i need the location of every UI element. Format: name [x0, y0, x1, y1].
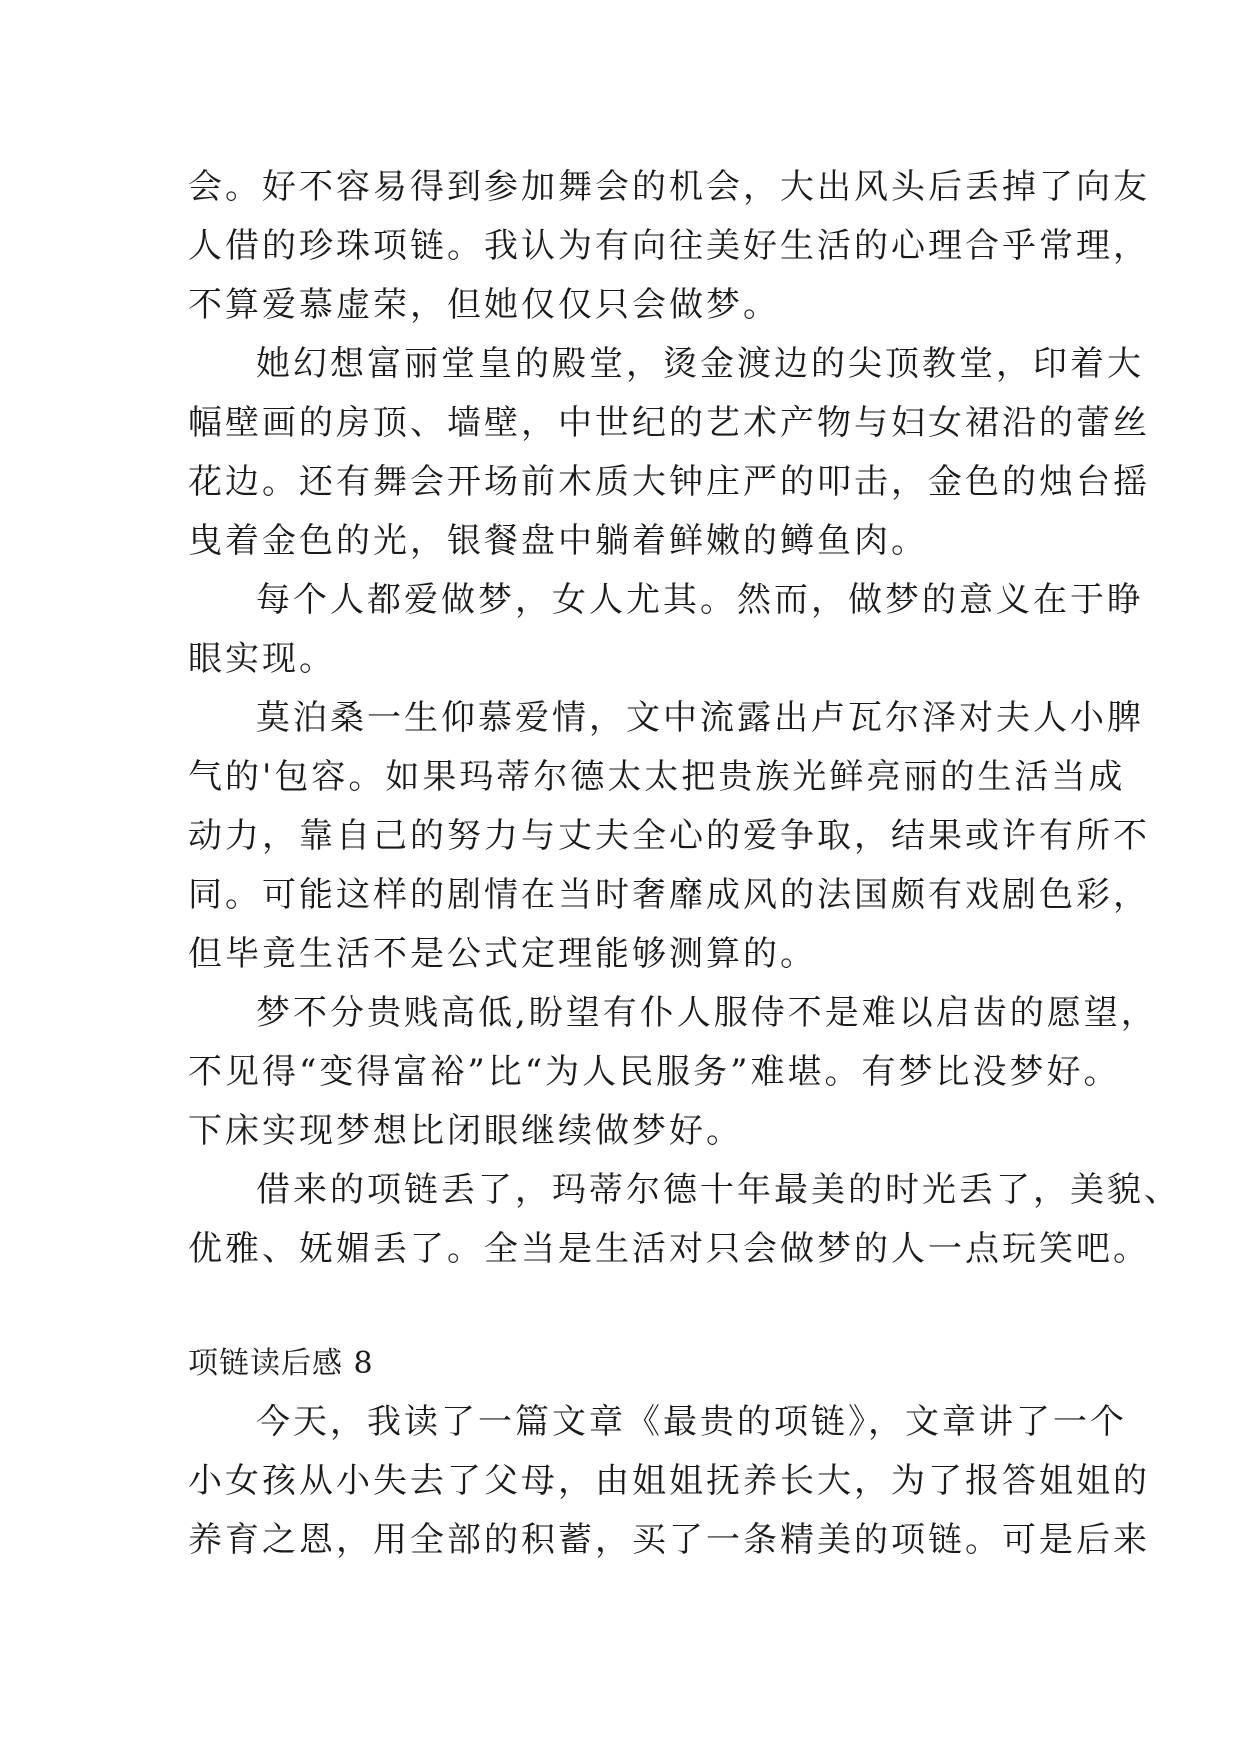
text-line: 养育之恩，用全部的积蓄，买了一条精美的项链。可是后来 — [188, 1520, 1150, 1560]
text-line: 不算爱慕虚荣，但她仅仅只会做梦。 — [188, 285, 780, 325]
paragraph-5 — [188, 984, 1158, 1161]
text-line: 不见得“变得富裕”比“为人民服务”难堪。有梦比没梦好。 — [188, 1052, 1121, 1092]
text-line: 优雅、妩媚丢了。全当是生活对只会做梦的人一点玩笑吧。 — [188, 1229, 1150, 1269]
text-line: 幅壁画的房顶、墙壁，中世纪的艺术产物与妇女裙沿的蕾丝 — [188, 403, 1150, 443]
text-line: 会。好不容易得到参加舞会的机会，大出风头后丢掉了向友 — [188, 167, 1150, 207]
paragraph-6 — [188, 1161, 1181, 1279]
text-line: 眼实现。 — [188, 639, 336, 679]
text-line: 她幻想富丽堂皇的殿堂，烫金渡边的尖顶教堂，印着大 — [256, 344, 1144, 384]
text-line: 梦不分贵贱高低,盼望有仆人服侍不是难以启齿的愿望， — [256, 993, 1158, 1033]
paragraph-2 — [188, 335, 1150, 571]
text-line: 动力，靠自己的努力与丈夫全心的爱争取，结果或许有所不 — [188, 816, 1150, 856]
section-spacer — [188, 1279, 1068, 1334]
paragraph-3 — [188, 571, 1144, 689]
text-line: 借来的项链丢了，玛蒂尔德十年最美的时光丢了，美貌、 — [256, 1170, 1181, 1210]
section-heading: 项链读后感 8 — [188, 1346, 374, 1381]
text-line: 花边。还有舞会开场前木质大钟庄严的叩击，金色的烛台摇 — [188, 462, 1150, 502]
text-line: 每个人都爱做梦，女人尤其。然而，做梦的意义在于睁 — [256, 580, 1144, 620]
paragraph-7 — [188, 1393, 1150, 1570]
text-line: 同。可能这样的剧情在当时奢靡成风的法国颇有戏剧色彩， — [188, 875, 1150, 915]
text-line: 莫泊桑一生仰慕爱情，文中流露出卢瓦尔泽对夫人小脾 — [256, 698, 1144, 738]
text-line: 气的'包容。如果玛蒂尔德太太把贵族光鲜亮丽的生活当成 — [188, 757, 1126, 797]
paragraph-1 — [188, 158, 1150, 335]
paragraph-4 — [188, 689, 1150, 984]
text-line: 今天，我读了一篇文章《最贵的项链》，文章讲了一个 — [256, 1402, 1127, 1442]
text-line: 人借的珍珠项链。我认为有向往美好生活的心理合乎常理， — [188, 226, 1150, 266]
text-line: 曳着金色的光，银餐盘中躺着鲜嫩的鳟鱼肉。 — [188, 521, 928, 561]
document-page — [188, 158, 1181, 1570]
text-line: 下床实现梦想比闭眼继续做梦好。 — [188, 1111, 743, 1151]
text-line: 小女孩从小失去了父母，由姐姐抚养长大，为了报答姐姐的 — [188, 1461, 1150, 1501]
text-line: 但毕竟生活不是公式定理能够测算的。 — [188, 934, 817, 974]
